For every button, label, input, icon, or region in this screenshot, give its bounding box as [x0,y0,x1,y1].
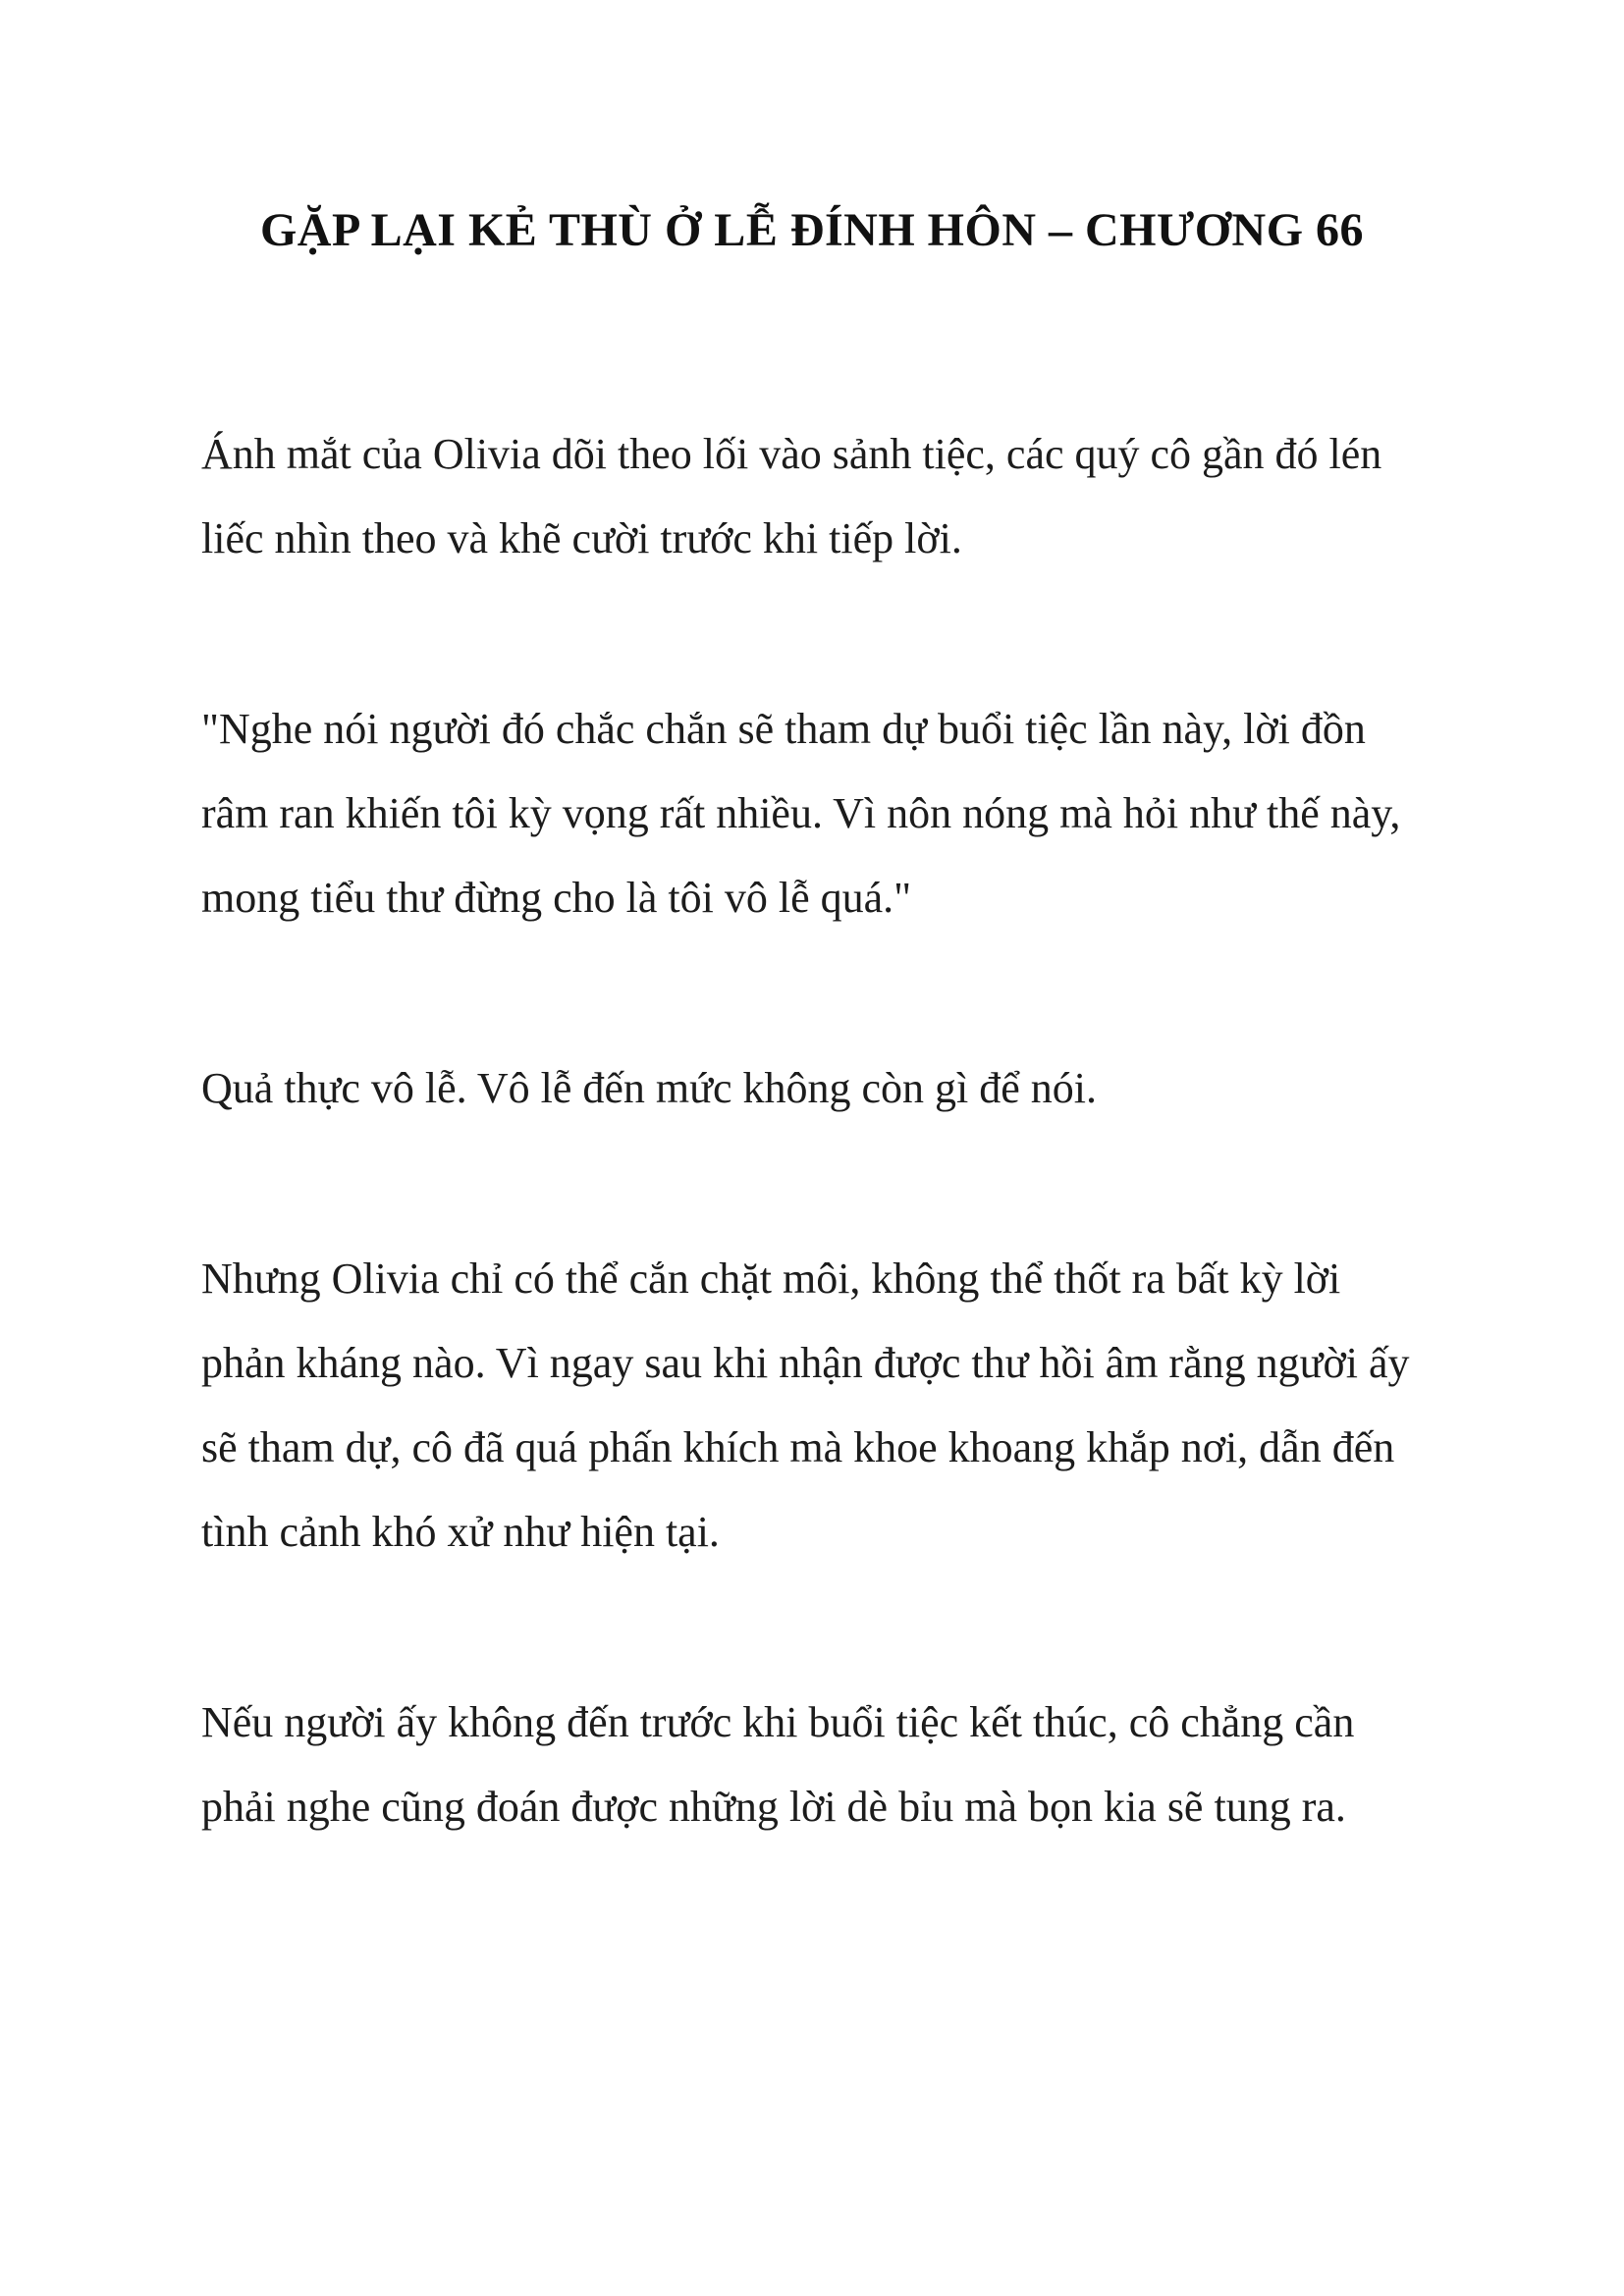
paragraph: Ánh mắt của Olivia dõi theo lối vào sảnh tiệc, các quý cô gần đó lén liếc nhìn theo và khẽ cười trước khi tiếp lời. [201,430,1382,562]
paragraph: Nếu người ấy không đến trước khi buổi tiệc kết thúc, cô chẳng cần phải nghe cũng đoán được những lời dè bỉu mà bọn kia sẽ tung ra. [201,1698,1355,1831]
document-title: GẶP LẠI KẺ THÙ Ở LỄ ĐÍNH HÔN – CHƯƠNG 66 [259,204,1365,256]
paragraph: Nhưng Olivia chỉ có thể cắn chặt môi, không thể thốt ra bất kỳ lời phản kháng nào. Vì ngay sau khi nhận được thư hồi âm rằng người ấy sẽ tham dự, cô đã quá phấn khích mà khoe khoang khắp nơi, dẫn đến tình cảnh khó xử như hiện tại. [201,1255,1410,1556]
paragraph: "Nghe nói người đó chắc chắn sẽ tham dự buổi tiệc lần này, lời đồn râm ran khiến tôi kỳ vọng rất nhiều. Vì nôn nóng mà hỏi như thế này, mong tiểu thư đừng cho là tôi vô lễ quá." [201,705,1401,922]
paragraph: Quả thực vô lễ. Vô lễ đến mức không còn gì để nói. [201,1064,1098,1112]
document-body [201,412,1423,1849]
